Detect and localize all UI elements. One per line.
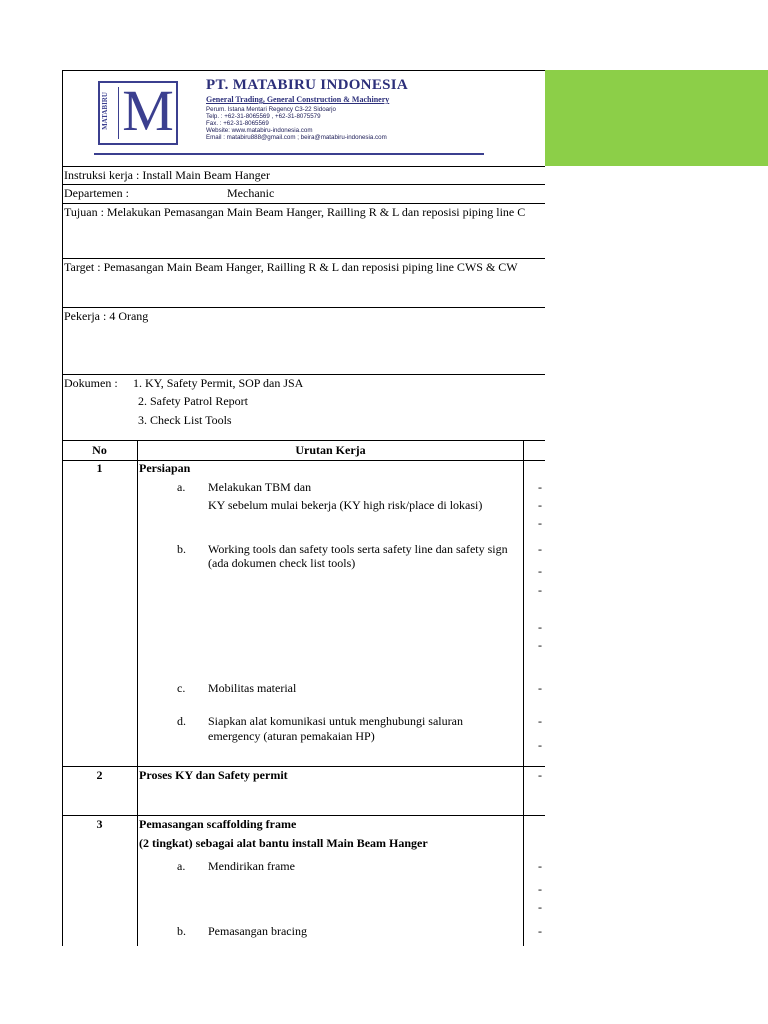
- company-telp: Telp. : +62-31-8065569 , +62-31-8075579: [206, 113, 321, 120]
- company-tagline: General Trading, General Construction & Machinery: [206, 95, 390, 104]
- company-email: Email : matabiru888@gmail.com ; beira@matabiru-indonesia.com: [206, 134, 387, 141]
- divider: [62, 374, 545, 375]
- subitem-letter: a.: [177, 480, 186, 494]
- header-bottom-border: [62, 166, 545, 167]
- column-divider: [137, 440, 138, 946]
- dash-marker: -: [538, 480, 542, 494]
- company-name: PT. MATABIRU INDONESIA: [206, 77, 409, 93]
- dash-marker: -: [538, 542, 542, 556]
- logo-side-text: MATABIRU: [100, 92, 109, 130]
- subitem-text: Siapkan alat komunikasi untuk menghubungi saluran: [208, 714, 463, 728]
- row-title: Pemasangan scaffolding frame: [139, 817, 297, 831]
- subitem-text: Pemasangan bracing: [208, 924, 307, 938]
- subitem-letter: b.: [177, 542, 186, 556]
- subitem-text: Mobilitas material: [208, 681, 297, 695]
- dash-marker: -: [538, 516, 542, 530]
- tujuan: Tujuan : Melakukan Pemasangan Main Beam Hanger, Railling R & L dan reposisi piping line C: [64, 205, 526, 219]
- dash-marker: -: [538, 714, 542, 728]
- column-divider: [523, 440, 524, 946]
- company-website: Website: www.matabiru-indonesia.com: [206, 127, 313, 134]
- subitem-text: Mendirikan frame: [208, 859, 295, 873]
- divider: [62, 258, 545, 259]
- row-number: 2: [96, 768, 103, 782]
- departemen-label: Departemen :: [64, 186, 129, 200]
- divider: [62, 184, 545, 185]
- row-number: 1: [96, 461, 103, 475]
- dokumen-item: 1. KY, Safety Permit, SOP dan JSA: [133, 376, 304, 390]
- divider: [62, 203, 545, 204]
- column-header-urutan-kerja: Urutan Kerja: [295, 443, 366, 457]
- divider: [62, 307, 545, 308]
- company-logo: [98, 78, 178, 145]
- column-header-no: No: [92, 443, 107, 457]
- row-title-continued: (2 tingkat) sebagai alat bantu install Main Beam Hanger: [139, 836, 428, 850]
- subitem-text: (ada dokumen check list tools): [208, 556, 356, 570]
- dokumen-item: 2. Safety Patrol Report: [138, 394, 248, 408]
- company-address: Perum. Istana Mentari Regency C3-22 Sidoarjo: [206, 106, 337, 113]
- logo-letter: M: [122, 78, 174, 143]
- subitem-text: emergency (aturan pemakaian HP): [208, 729, 375, 743]
- departemen-value: Mechanic: [227, 186, 275, 200]
- subitem-text: KY sebelum mulai bekerja (KY high risk/place di lokasi): [208, 498, 483, 512]
- instruksi-kerja: Instruksi kerja : Install Main Beam Hanger: [64, 168, 270, 182]
- subitem-text: Melakukan TBM dan: [208, 480, 312, 494]
- dash-marker: -: [538, 564, 542, 578]
- row-divider: [62, 766, 545, 767]
- dash-marker: -: [538, 638, 542, 652]
- row-divider: [62, 815, 545, 816]
- dokumen-label: Dokumen :: [64, 376, 118, 390]
- dash-marker: -: [538, 498, 542, 512]
- dash-marker: -: [538, 738, 542, 752]
- dash-marker: -: [538, 924, 542, 938]
- row-title: Proses KY dan Safety permit: [139, 768, 288, 782]
- top-border: [62, 70, 545, 71]
- subitem-letter: a.: [177, 859, 186, 873]
- company-letterhead: [91, 73, 488, 161]
- dash-marker: -: [538, 859, 542, 873]
- subitem-letter: b.: [177, 924, 186, 938]
- dash-marker: -: [538, 768, 542, 782]
- row-title: Persiapan: [139, 461, 191, 475]
- subitem-text: Working tools dan safety tools serta safety line dan safety sign: [208, 542, 508, 556]
- dash-marker: -: [538, 900, 542, 914]
- dash-marker: -: [538, 583, 542, 597]
- pekerja: Pekerja : 4 Orang: [64, 309, 149, 323]
- target: Target : Pemasangan Main Beam Hanger, Railling R & L dan reposisi piping line CWS & CW: [64, 260, 518, 274]
- letterhead-rule: [94, 153, 484, 155]
- company-fax: Fax. : +62-31-8065569: [206, 120, 269, 127]
- dash-marker: -: [538, 620, 542, 634]
- row-number: 3: [96, 817, 103, 831]
- dokumen-item: 3. Check List Tools: [138, 413, 232, 427]
- table-top-border: [62, 440, 545, 441]
- subitem-letter: c.: [177, 681, 186, 695]
- dash-marker: -: [538, 681, 542, 695]
- header-accent-block: [545, 70, 768, 166]
- dash-marker: -: [538, 882, 542, 896]
- subitem-letter: d.: [177, 714, 186, 728]
